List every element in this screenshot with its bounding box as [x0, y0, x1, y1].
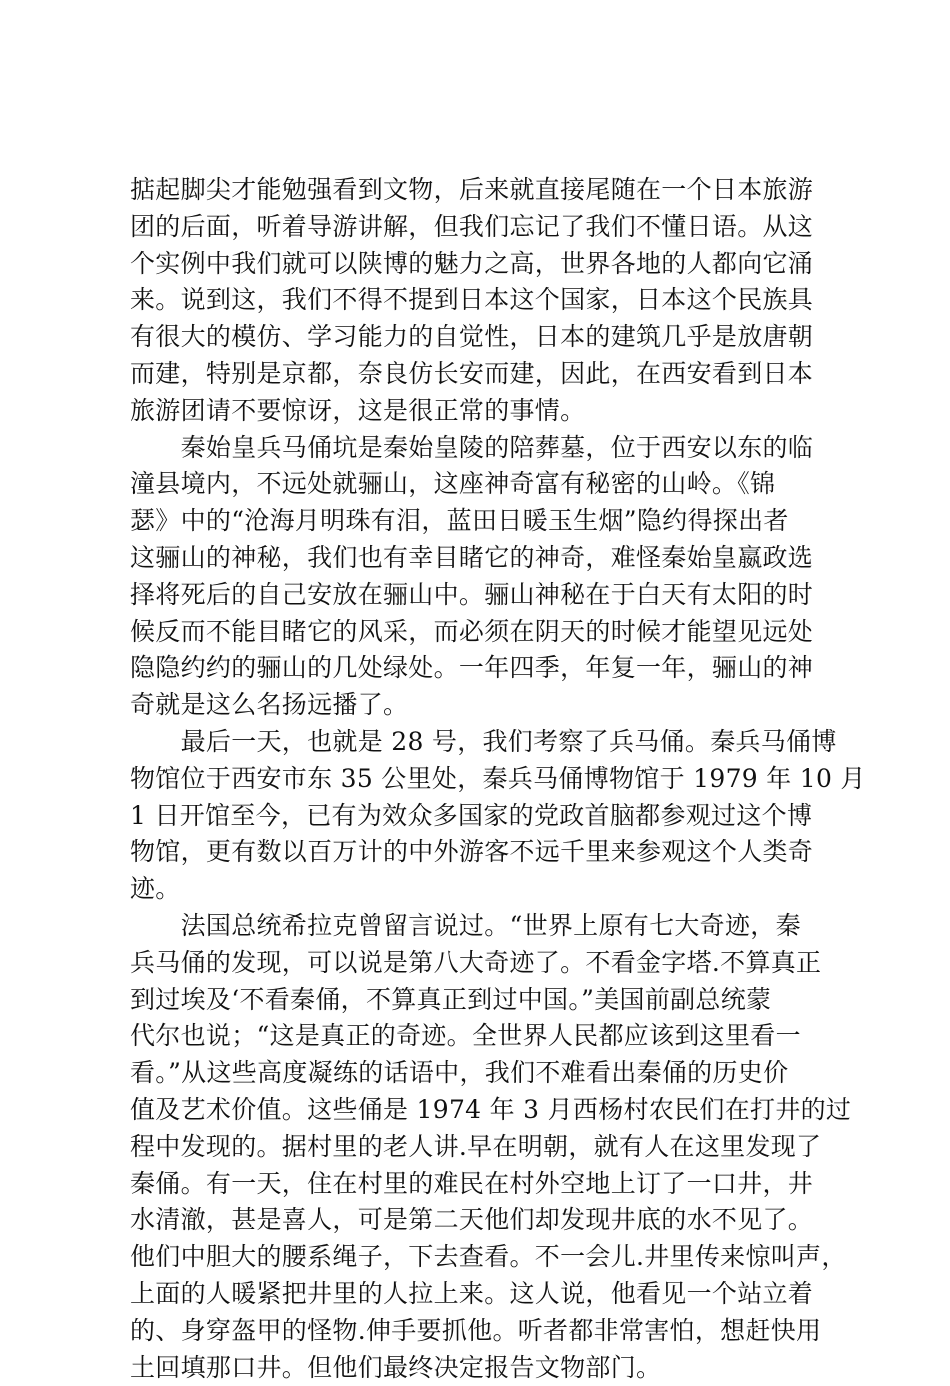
- text-line: 1 日开馆至今，已有为效众多国家的党政首脑都参观过这个博: [130, 798, 840, 835]
- text-line: 候反而不能目睹它的风采，而必须在阴天的时候才能望见远处: [130, 614, 840, 651]
- text-line: 秦俑。有一天，住在村里的难民在村外空地上订了一口井，井: [130, 1166, 840, 1203]
- text-line: 这骊山的神秘，我们也有幸目睹它的神奇，难怪秦始皇嬴政选: [130, 540, 840, 577]
- text-line: 择将死后的自己安放在骊山中。骊山神秘在于白天有太阳的时: [130, 577, 840, 614]
- body-text: [130, 172, 840, 1386]
- text-line: 值及艺术价值。这些俑是 1974 年 3 月西杨村农民们在打井的过: [130, 1092, 840, 1129]
- text-line: 迹。: [130, 871, 840, 908]
- text-line: 兵马俑的发现，可以说是第八大奇迹了。不看金字塔.不算真正: [130, 945, 840, 982]
- text-line: 旅游团请不要惊讶，这是很正常的事情。: [130, 393, 840, 430]
- text-line: 水清澈，甚是喜人，可是第二天他们却发现井底的水不见了。: [130, 1202, 840, 1239]
- text-line: 土回填那口井。但他们最终决定报告文物部门。: [130, 1350, 840, 1386]
- text-line: 到过埃及‘不看秦俑，不算真正到过中国。”美国前副总统蒙: [130, 982, 840, 1019]
- text-line: 法国总统希拉克曾留言说过。“世界上原有七大奇迹，秦: [130, 908, 840, 945]
- text-line: 看。”从这些高度凝练的话语中，我们不难看出秦俑的历史价: [130, 1055, 840, 1092]
- text-line: 瑟》中的“沧海月明珠有泪，蓝田日暖玉生烟”隐约得探出者: [130, 503, 840, 540]
- text-line: 上面的人暖紧把井里的人拉上来。这人说，他看见一个站立着: [130, 1276, 840, 1313]
- text-line: 物馆位于西安市东 35 公里处，秦兵马俑博物馆于 1979 年 10 月: [130, 761, 840, 798]
- text-line: 程中发现的。据村里的老人讲.早在明朝，就有人在这里发现了: [130, 1129, 840, 1166]
- text-line: 潼县境内，不远处就骊山，这座神奇富有秘密的山岭。《锦: [130, 466, 840, 503]
- text-line: 个实例中我们就可以陕博的魅力之高，世界各地的人都向它涌: [130, 246, 840, 283]
- text-line: 奇就是这么名扬远播了。: [130, 687, 840, 724]
- text-line: 来。说到这，我们不得不提到日本这个国家，日本这个民族具: [130, 282, 840, 319]
- text-line: 团的后面，听着导游讲解，但我们忘记了我们不懂日语。从这: [130, 209, 840, 246]
- text-line: 最后一天，也就是 28 号，我们考察了兵马俑。秦兵马俑博: [130, 724, 840, 761]
- text-line: 的、身穿盔甲的怪物.伸手要抓他。听者都非常害怕，想赶快用: [130, 1313, 840, 1350]
- text-line: 物馆，更有数以百万计的中外游客不远千里来参观这个人类奇: [130, 834, 840, 871]
- text-line: 掂起脚尖才能勉强看到文物，后来就直接尾随在一个日本旅游: [130, 172, 840, 209]
- text-line: 有很大的模仿、学习能力的自觉性，日本的建筑几乎是放唐朝: [130, 319, 840, 356]
- text-line: 他们中胆大的腰系绳子，下去查看。不一会儿.井里传来惊叫声，: [130, 1239, 840, 1276]
- text-line: 而建，特别是京都，奈良仿长安而建，因此，在西安看到日本: [130, 356, 840, 393]
- text-line: 秦始皇兵马俑坑是秦始皇陵的陪葬墓，位于西安以东的临: [130, 430, 840, 467]
- text-line: 隐隐约约的骊山的几处绿处。一年四季，年复一年，骊山的神: [130, 650, 840, 687]
- text-line: 代尔也说；“这是真正的奇迹。全世界人民都应该到这里看一: [130, 1018, 840, 1055]
